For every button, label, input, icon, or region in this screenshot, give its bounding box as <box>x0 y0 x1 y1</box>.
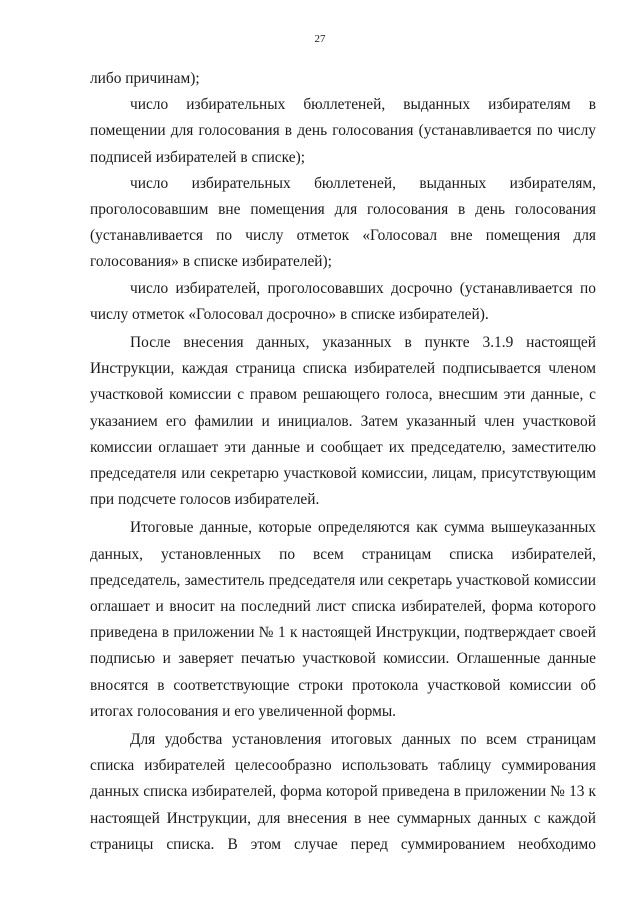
paragraph-after-data-entry: После внесения данных, указанных в пункте 3.1.9 настоящей Инструкции, каждая страница списка избирателей подписывается членом участковой комиссии с правом решающего голоса, внесшим эти данные, с указанием его фамилии и инициалов. Затем указанный член участковой комиссии оглашает эти данные и сообщает их председателю, заместителю председателя или секретарю участковой комиссии, лицам, присутствующим при подсчете голосов избирателей. <box>90 334 596 509</box>
paragraph-early-voters: число избирателей, проголосовавших досрочно (устанавливается по числу отметок «Голосовал досрочно» в списке избирателей). <box>90 279 596 323</box>
paragraph-ballots-issued-in-premises: число избирательных бюллетеней, выданных избирателям в помещении для голосования в день голосования (устанавливается по числу подписей избирателей в списке); <box>90 96 596 166</box>
page-number: 27 <box>314 33 326 45</box>
paragraph-final-data: Итоговые данные, которые определяются как сумма вышеуказанных данных, установленных по всем страницам списка избирателей, председатель, заместитель председателя или секретарь участковой комиссии оглашает и вносит на последний лист списка избирателей, форма которого приведена в приложении № 1 к настоящей Инструкции, подтверждает своей подписью и заверяет печатью участковой комиссии. Оглашенные данные вносятся в соответствующие строки протокола участковой комиссии об итогах голосования и его увеличенной формы. <box>90 519 596 720</box>
paragraph-continuation: либо причинам); <box>90 70 200 87</box>
paragraph-ballots-issued-outside-premises: число избирательных бюллетеней, выданных избирателям, проголосовавшим вне помещения для голосования в день голосования (устанавливается по числу отметок «Голосовал вне помещения для голосования» в списке избирателей); <box>90 174 596 271</box>
paragraph-summation-table: Для удобства установления итоговых данных по всем страницам списка избирателей целесообразно использовать таблицу суммирования данных списка избирателей, форма которой приведена в приложении № 13 к настоящей Инструкции, для внесения в нее суммарных данных с каждой страницы списка. В этом случае перед суммированием необходимо <box>90 731 596 853</box>
document-body <box>90 66 596 858</box>
